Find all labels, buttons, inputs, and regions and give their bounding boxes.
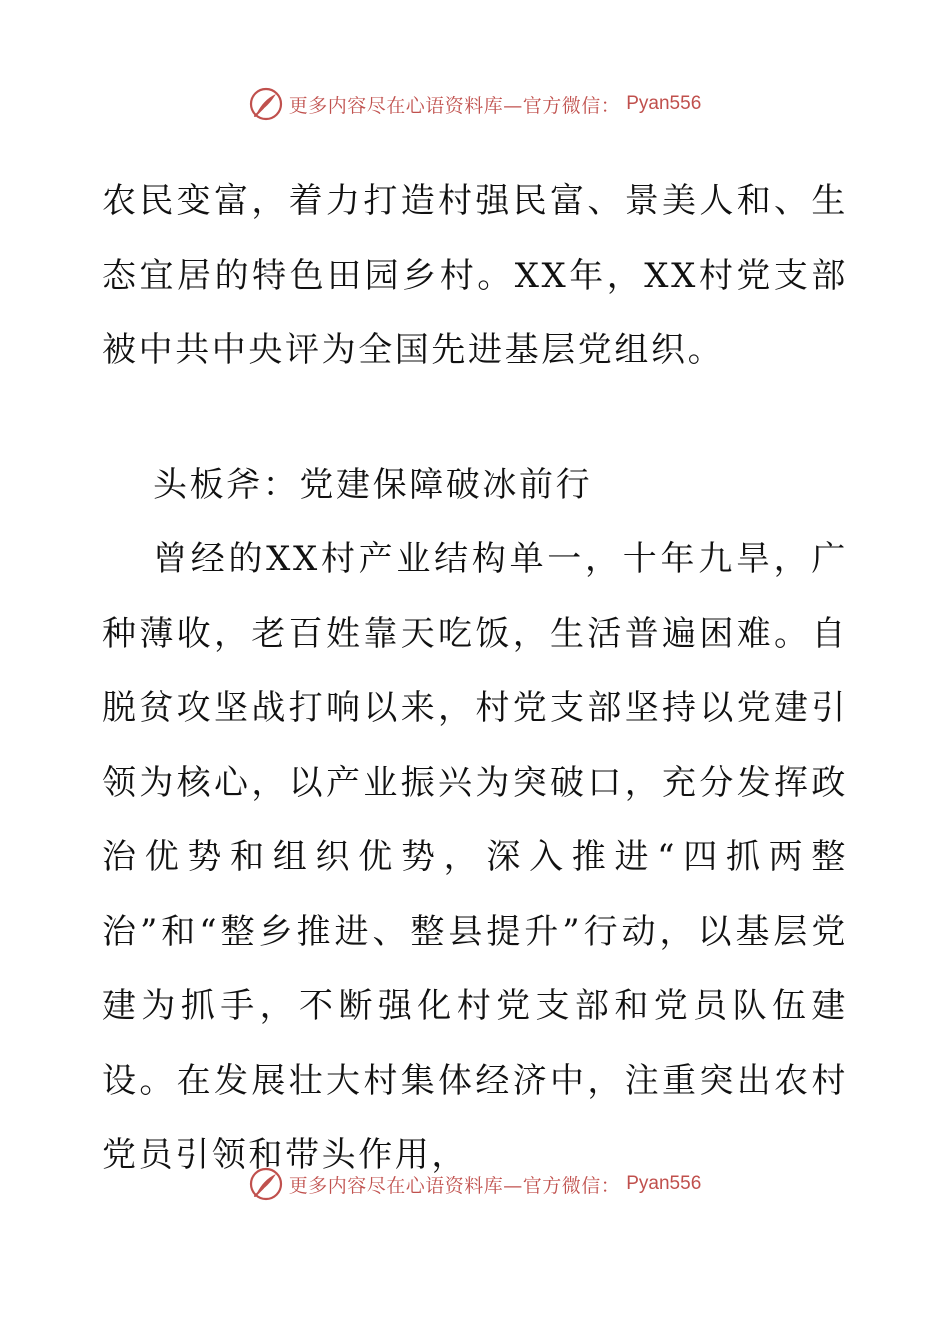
watermark-text: 更多内容尽在心语资料库—官方微信：: [288, 94, 621, 117]
watermark-brand: Pyan556: [626, 1173, 702, 1194]
watermark-brand: Pyan556: [626, 93, 702, 114]
footer-watermark: [0, 1164, 950, 1204]
feather-logo-icon: [249, 87, 283, 121]
section-paragraph: 曾经的XX村产业结构单一，十年九旱，广种薄收，老百姓靠天吃饭，生活普遍困难。自脱贫攻坚战打响以来，村党支部坚持以党建引领为核心，以产业振兴为突破口，充分发挥政治优势和组织优势，深入推进“四抓两整治”和“整乡推进、整县提升”行动，以基层党建为抓手，不断强化村党支部和党员队伍建设。在发展壮大村集体经济中，注重突出农村党员引领和带头作用，: [102, 539, 848, 1175]
header-watermark: [0, 84, 950, 124]
section-heading: 头板斧：党建保障破冰前行: [153, 464, 593, 505]
document-body: [102, 164, 848, 1193]
watermark-text: 更多内容尽在心语资料库—官方微信：: [288, 1174, 621, 1197]
body-paragraph: 农民变富，着力打造村强民富、景美人和、生态宜居的特色田园乡村。XX年，XX村党支部被中共中央评为全国先进基层党组织。: [102, 181, 848, 370]
feather-logo-icon: [249, 1167, 283, 1201]
